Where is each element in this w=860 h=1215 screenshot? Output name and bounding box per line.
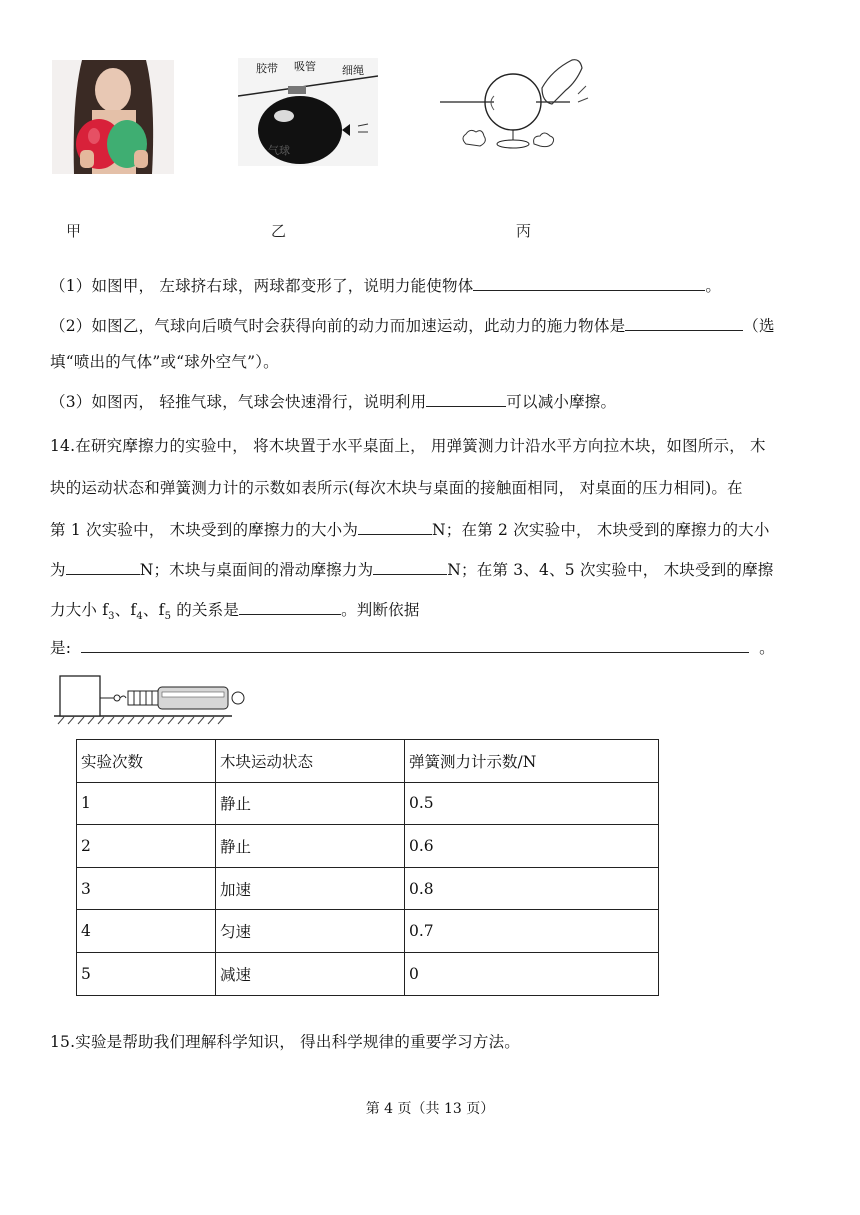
table-row: [77, 782, 659, 825]
experiment-data-table: [76, 739, 659, 996]
table-cell: 0.8: [405, 867, 659, 910]
table-cell: 5: [77, 952, 216, 995]
q14-friction1-blank[interactable]: [358, 518, 432, 535]
q14-sliding-friction-blank[interactable]: [373, 558, 447, 575]
q13-part2-continued: 填“喷出的气体”或“球外空气”）。: [50, 353, 279, 371]
spring-scale-apparatus-figure: [54, 672, 254, 726]
figure-jia-label: 甲: [66, 222, 82, 240]
q14-line-1: 14.在研究摩擦力的实验中， 将木块置于水平桌面上， 用弹簧测力计沿水平方向拉木块，如图所示， 木: [50, 437, 766, 455]
table-cell: 0.7: [405, 910, 659, 953]
figure-bing-diagram: [438, 58, 596, 162]
table-cell: 静止: [216, 825, 405, 868]
table-cell: 匀速: [216, 910, 405, 953]
table-row: [77, 910, 659, 953]
q14-relation-blank[interactable]: [239, 598, 341, 615]
q13-part3-answer-blank[interactable]: [426, 390, 506, 407]
table-cell: 静止: [216, 782, 405, 825]
q14-line-6: 是: 。: [50, 636, 775, 660]
label-tape: 胶带: [256, 62, 278, 75]
q13-part2-answer-blank[interactable]: [625, 314, 743, 331]
q13-part1: （1）如图甲， 左球挤右球，两球都变形了，说明力能使物体 。: [50, 274, 721, 298]
label-straw: 吸管: [294, 60, 316, 73]
page-footer: 第 4 页（共 13 页）: [365, 1101, 495, 1117]
table-cell: 加速: [216, 867, 405, 910]
q14-reason-blank[interactable]: [81, 636, 749, 653]
table-header-cell: 弹簧测力计示数/N: [405, 740, 659, 783]
table-row: [77, 867, 659, 910]
table-cell: 0: [405, 952, 659, 995]
figure-bing-label: 丙: [516, 222, 532, 240]
table-row: [77, 825, 659, 868]
figure-jia-photo: [52, 60, 174, 174]
figure-yi-label: 乙: [271, 222, 287, 240]
q13-part1-answer-blank[interactable]: [473, 274, 705, 291]
q13-part2: （2）如图乙，气球向后喷气时会获得向前的动力而加速运动，此动力的施力物体是 （选: [50, 314, 775, 338]
table-cell: 3: [77, 867, 216, 910]
q15-text: 15.实验是帮助我们理解科学知识， 得出科学规律的重要学习方法。: [50, 1033, 520, 1051]
q14-friction2-blank[interactable]: [66, 558, 140, 575]
q14-line-2: 块的运动状态和弹簧测力计的示数如表所示(每次木块与桌面的接触面相同， 对桌面的压力相同)。在: [50, 479, 743, 497]
table-row: [77, 952, 659, 995]
table-header-cell: 实验次数: [77, 740, 216, 783]
table-cell: 0.6: [405, 825, 659, 868]
table-cell: 4: [77, 910, 216, 953]
q14-line-5: 力大小 $f_3$、$f_4$、$f_5$ 的关系是 。判断依据: [50, 598, 420, 629]
table-header-cell: 木块运动状态: [216, 740, 405, 783]
label-balloon: 气球: [268, 144, 290, 157]
table-cell: 0.5: [405, 782, 659, 825]
table-cell: 2: [77, 825, 216, 868]
q13-part3: （3）如图丙， 轻推气球，气球会快速滑行，说明利用 可以减小摩擦。: [50, 390, 616, 414]
label-string: 细绳: [342, 64, 364, 77]
table-header-row: [77, 740, 659, 783]
table-cell: 1: [77, 782, 216, 825]
figure-yi-diagram: [238, 58, 378, 166]
q14-line-4: 为 N；木块与桌面间的滑动摩擦力为 N；在第 3、4、5 次实验中， 木块受到的摩擦: [50, 558, 774, 582]
q14-line-3: 第 1 次实验中， 木块受到的摩擦力的大小为 N；在第 2 次实验中， 木块受到的摩擦力的大小: [50, 518, 770, 542]
table-cell: 减速: [216, 952, 405, 995]
